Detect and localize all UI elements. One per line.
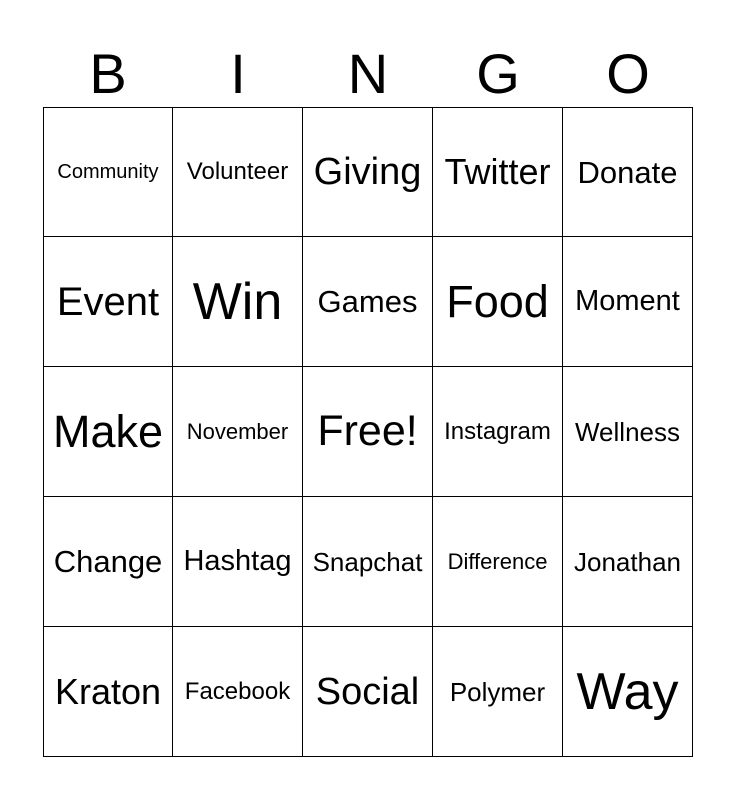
bingo-cell[interactable]: Facebook: [173, 627, 303, 757]
bingo-cell[interactable]: Moment: [563, 237, 693, 367]
bingo-cell[interactable]: Make: [43, 367, 173, 497]
bingo-cell[interactable]: Difference: [433, 497, 563, 627]
bingo-cell[interactable]: Donate: [563, 107, 693, 237]
header-letter-g: G: [476, 42, 520, 105]
header-letter-i: I: [230, 42, 246, 105]
bingo-cell[interactable]: Snapchat: [303, 497, 433, 627]
bingo-cell[interactable]: Community: [43, 107, 173, 237]
header-letter-b: B: [89, 42, 127, 105]
bingo-cell[interactable]: Volunteer: [173, 107, 303, 237]
header-letter-o: O: [606, 42, 650, 105]
bingo-cell[interactable]: Jonathan: [563, 497, 693, 627]
bingo-cell[interactable]: Polymer: [433, 627, 563, 757]
bingo-cell[interactable]: Wellness: [563, 367, 693, 497]
bingo-cell[interactable]: Twitter: [433, 107, 563, 237]
bingo-cell free-space[interactable]: Free!: [303, 367, 433, 497]
bingo-cell[interactable]: Games: [303, 237, 433, 367]
bingo-cell[interactable]: Way: [563, 627, 693, 757]
bingo-cell[interactable]: Social: [303, 627, 433, 757]
bingo-header: [43, 40, 693, 108]
bingo-cell[interactable]: Food: [433, 237, 563, 367]
bingo-cell[interactable]: Win: [173, 237, 303, 367]
bingo-cell[interactable]: November: [173, 367, 303, 497]
bingo-cell[interactable]: Instagram: [433, 367, 563, 497]
bingo-board: [43, 107, 693, 757]
bingo-cell[interactable]: Event: [43, 237, 173, 367]
header-letter-n: N: [347, 42, 389, 105]
bingo-cell[interactable]: Hashtag: [173, 497, 303, 627]
bingo-cell[interactable]: Kraton: [43, 627, 173, 757]
bingo-cell[interactable]: Change: [43, 497, 173, 627]
bingo-cell[interactable]: Giving: [303, 107, 433, 237]
